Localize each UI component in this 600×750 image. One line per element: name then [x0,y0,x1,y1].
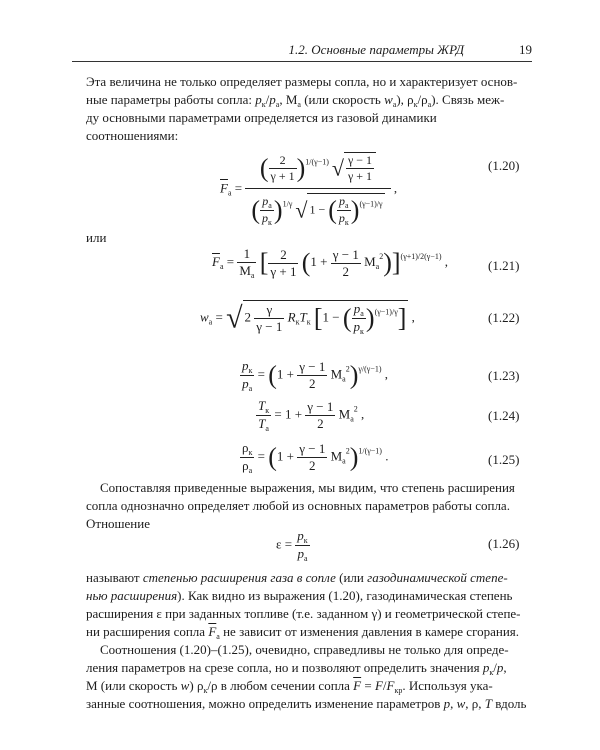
para4-line-3: M (или скорость w) $\rho_к/\rho$ в любом сечении сопла $\overline{F} = F/F_{кр}$. Используя ука- [86,678,493,695]
equation-number-1-23: (1.23) [488,368,520,383]
para3-line-1: называют степенью расширения газа в сопле (или газодинамической степе- [86,570,508,585]
equation-number-1-21: (1.21) [488,258,520,273]
equation-1-26: ε = $\frac{p_к}{p_а}$ [276,528,308,563]
equation-1-24: $\frac{T_к}{T_а}$ = 1 + $\frac{\gamma - 1}{2}$ $M_а^2$ , [258,398,365,433]
para3-line-4: ни расширения сопла $\overline{F}_а$ не зависит от изменения давления в камере сгорания. [86,624,520,641]
page-number: 19 [519,42,532,57]
intro-line-4: соотношениями: [86,128,179,143]
intro-line-3: ду основными параметрами определяется из газовой динамики [86,110,437,125]
para2-line-3: Отношение [86,516,150,531]
para2-line-2: сопла однозначно определяет любой из основных параметров работы сопла. [86,498,510,513]
para4-line-2: ления параметров на срезе сопла, но и позволяют определить значения $p_к/p$, [86,660,507,677]
running-header [72,41,532,62]
equation-number-1-24: (1.24) [488,408,520,423]
intro-line-1: Эта величина не только определяет размеры сопла, но и характеризует основ- [86,74,518,89]
intro-line-2: ные параметры работы сопла: $p_к/p_а$, $M_а$ (или скорость $w_а$), $\rho_к/\rho_а$). Связь меж- [86,92,505,109]
para4-line-1: Соотношения (1.20)–(1.25), очевидно, справедливы не только для опреде- [100,642,509,657]
equation-1-22: $w_а$ = √ 2 $\frac{\gamma}{\gamma - 1}$ $R_кT_к$ [1 − ( $\frac{p_а}{p_к}$ )$^{(\gamma-1)/\gamma}$] , [200,301,415,336]
equation-number-1-22: (1.22) [488,310,520,325]
section-title: 1.2. Основные параметры ЖРД [288,42,464,57]
equation-number-1-26: (1.26) [488,536,520,551]
para3-line-2: нью расширения). Как видно из выражения (1.20), газодинамическая степень [86,588,513,603]
equation-1-23: $\frac{p_к}{p_а}$ = (1 + $\frac{\gamma - 1}{2}$ $M_а^2)^{\gamma/(\gamma-1)}$ , [242,358,389,393]
equation-1-21: $\overline{F}_а$ = $\frac{1}{M_а}$ [ $\frac{2}{\gamma + 1}$ (1 + $\frac{\gamma - 1}{2}$ $M_а^2)]^{(\gamma+1)/2(\gamma-1)}$ , [212,246,449,280]
equation-number-1-20: (1.20) [488,158,520,173]
para3-line-3: расширения ε при заданных топливе (т.е. заданном γ) и геометрической степе- [86,606,521,621]
equation-number-1-25: (1.25) [488,452,520,467]
equation-1-20: $\overline{F}_а$ = ( $\frac{2}{\gamma + 1}$ )$^{1/(\gamma-1)}$ √ $\frac{\gamma - 1}{\gamma + 1}$ ( $\frac{p_а}{p_к}$ )$^{1/\gamma}$ √ 1 − ( $\frac{p_а}{p_к}$ )$^{(\gamma-1)/\gamma}$ , [220,148,397,231]
para2-line-1: Сопоставляя приведенные выражения, мы видим, что степень расширения [100,480,515,495]
equation-1-25: $\frac{\rho_к}{\rho_а}$ = (1 + $\frac{\gamma - 1}{2}$ $M_а^2)^{1/(\gamma-1)}$ . [242,440,389,475]
or-word: или [86,230,107,245]
para4-line-4: занные соотношения, можно определить изменение параметров p, w, ρ, T вдоль [86,696,527,711]
